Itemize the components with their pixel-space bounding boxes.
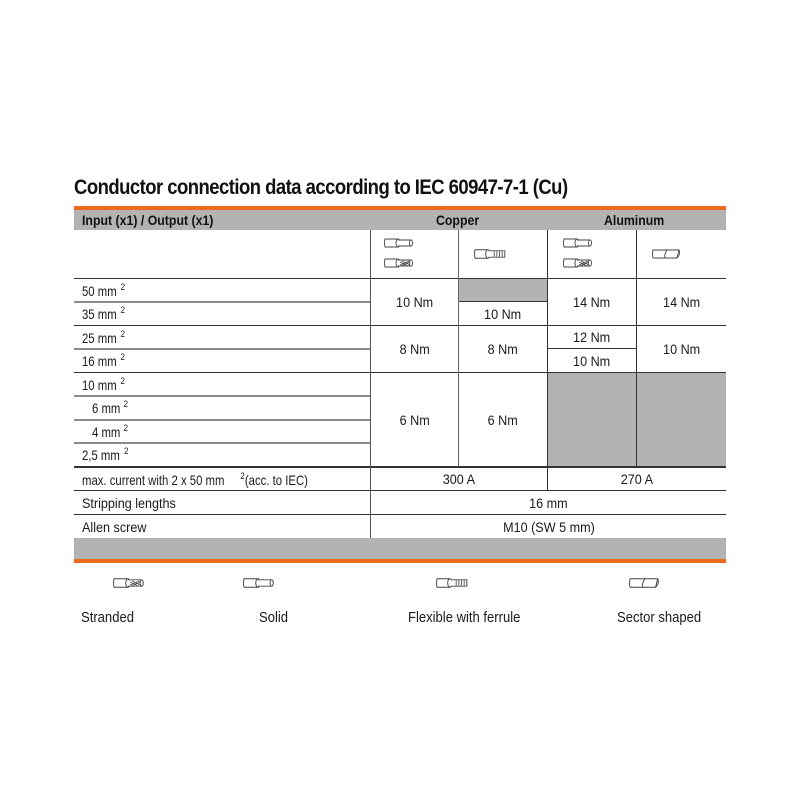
stranded-wire-icon [384, 256, 416, 270]
ferrule-wire-icon [474, 247, 508, 261]
solid-wire-icon [384, 236, 416, 250]
solid-wire-icon [563, 236, 595, 250]
stripping-value: 16 mm [529, 494, 568, 511]
torque-cell: 12 Nm [573, 329, 611, 345]
header-copper: Copper [436, 212, 480, 228]
table-header [74, 210, 726, 230]
max-current-label: max. current with 2 x 50 mm $^2$(acc. to IEC) [82, 470, 308, 488]
cross-section-label: 16 mm $^2$ [82, 352, 126, 369]
solid-wire-icon [243, 576, 277, 590]
cross-section-label: 50 mm $^2$ [82, 281, 126, 299]
allen-screw-value: M10 (SW 5 mm) [502, 518, 595, 535]
torque-cell: 10 Nm [662, 341, 701, 357]
sector-wire-icon [652, 247, 684, 261]
max-current-aluminum: 270 A [620, 471, 654, 487]
page-title: Conductor connection data according to IEC 60947-7-1 (Cu) [74, 176, 568, 199]
sector-wire-icon [629, 576, 663, 590]
cu-ferrule-na-cell [459, 279, 547, 301]
stranded-wire-icon [563, 256, 595, 270]
torque-cell: 10 Nm [484, 305, 522, 322]
stranded-wire-icon [113, 576, 147, 590]
legend-ferrule: Flexible with ferrule [408, 610, 521, 626]
cross-section-label: 35 mm $^2$ [82, 305, 126, 322]
legend-sector: Sector shaped [617, 610, 702, 626]
torque-cell: 14 Nm [573, 294, 611, 310]
torque-cell: 14 Nm [662, 294, 701, 310]
cross-section-label: 10 mm $^2$ [82, 375, 126, 393]
max-current-copper: 300 A [442, 471, 476, 487]
allen-screw-label: Allen screw [82, 518, 147, 535]
torque-cell: 6 Nm [399, 411, 430, 428]
cross-section-label: 2,5 mm $^2$ [82, 446, 129, 463]
bottom-accent-bar [74, 559, 726, 563]
torque-cell: 10 Nm [573, 352, 611, 369]
cross-section-label: 6 mm $^2$ [92, 399, 129, 416]
cross-section-label: 25 mm $^2$ [82, 328, 126, 346]
cross-section-label: 4 mm $^2$ [92, 422, 129, 440]
torque-cell: 8 Nm [399, 341, 430, 357]
legend-stranded: Stranded [81, 610, 134, 626]
torque-cell: 10 Nm [395, 294, 434, 310]
ferrule-wire-icon [436, 576, 470, 590]
legend-solid: Solid [259, 610, 289, 626]
stripping-label: Stripping lengths [82, 494, 176, 511]
header-label: Input (x1) / Output (x1) [82, 212, 214, 228]
al-na-block [548, 373, 726, 466]
table-footer [74, 538, 726, 559]
header-aluminum: Aluminum [604, 212, 665, 228]
torque-cell: 8 Nm [487, 341, 519, 357]
torque-cell: 6 Nm [487, 411, 519, 428]
